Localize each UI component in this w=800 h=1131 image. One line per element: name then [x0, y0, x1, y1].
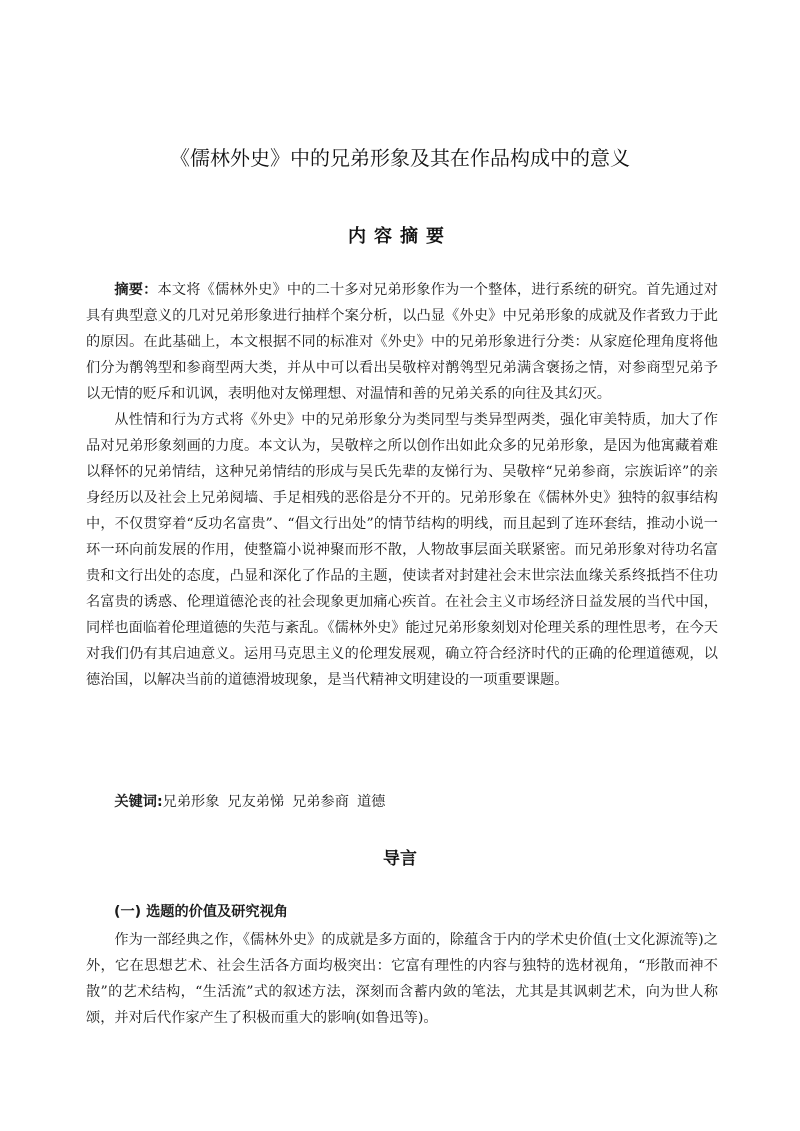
keywords-line [86, 789, 718, 815]
keywords-label: 关键词: [114, 794, 163, 810]
introduction-heading: 导言 [383, 849, 417, 869]
abstract-label: 摘要： [114, 282, 158, 298]
abstract-paragraph-1-text: 本文将《儒林外史》中的二十多对兄弟形象作为一个整体，进行系统的研究。首先通过对具有典型意义的几对兄弟形象进行抽样个案分析，以凸显《外史》中兄弟形象的成就及作者致力于此的原因。在此基础上，本文根据不同的标准对《外史》中的兄弟形象进行分类：从家庭伦理角度将他们分为鹡鸰型和参商型两大类，并从中可以看出吴敬梓对鹡鸰型兄弟满含褒扬之情，对参商型兄弟予以无情的贬斥和讥讽，表明他对友悌理想、对温情和善的兄弟关系的向往及其幻灭。 [86, 282, 718, 402]
keyword-item: 道德 [356, 794, 386, 810]
abstract-section [86, 277, 718, 693]
abstract-paragraph-2: 从性情和行为方式将《外史》中的兄弟形象分为类同型与类异型两类，强化审美特质，加大了作品对兄弟形象刻画的力度。本文认为，吴敬梓之所以创作出如此众多的兄弟形象，是因为他寓藏着难以释怀的兄弟情结，这种兄弟情结的形成与吴氏先辈的友悌行为、吴敬梓“兄弟参商，宗族诟谇”的亲身经历以及社会上兄弟阋墙、手足相残的恶俗是分不开的。兄弟形象在《儒林外史》独特的叙事结构中，不仅贯穿着“反功名富贵”、“倡文行出处”的情节结构的明线，而且起到了连环套结，推动小说一环一环向前发展的作用，使整篇小说神聚而形不散，人物故事层面关联紧密。而兄弟形象对待功名富贵和文行出处的态度，凸显和深化了作品的主题，使读者对封建社会末世宗法血缘关系终抵挡不住功名富贵的诱惑、伦理道德沦丧的社会现象更加痛心疾首。在社会主义市场经济日益发展的当代中国，同样也面临着伦理道德的失范与紊乱。《儒林外史》能过兄弟形象刻划对伦理关系的理性思考，在今天对我们仍有其启迪意义。运用马克思主义的伦理发展观，确立符合经济时代的正确的伦理道德观，以德治国，以解决当前的道德滑坡现象，是当代精神文明建设的一项重要课题。 [86, 412, 718, 688]
keyword-item: 兄弟参商 [292, 794, 349, 810]
introduction-paragraph-1: 作为一部经典之作，《儒林外史》的成就是多方面的，除蕴含于内的学术史价值(士文化源流等)之外，它在思想艺术、社会生活各方面均极突出：它富有理性的内容与独特的选材视角，“形散而神不散”的艺术结构，“生活流”式的叙述方法，深刻而含蓄内敛的笔法，尤其是其讽刺艺术，向为世人称颂，并对后代作家产生了积极而重大的影响(如鲁迅等)。 [86, 932, 718, 1026]
document-title: 《儒林外史》中的兄弟形象及其在作品构成中的意义 [170, 146, 630, 170]
abstract-heading: 内容摘要 [348, 226, 452, 247]
abstract-paragraph-1 [86, 277, 718, 407]
keyword-item: 兄弟形象 [162, 794, 220, 810]
section-heading: (一) 选题的价值及研究视角 [114, 904, 288, 920]
keyword-item: 兄友弟悌 [227, 794, 285, 810]
introduction-section [86, 927, 718, 1031]
